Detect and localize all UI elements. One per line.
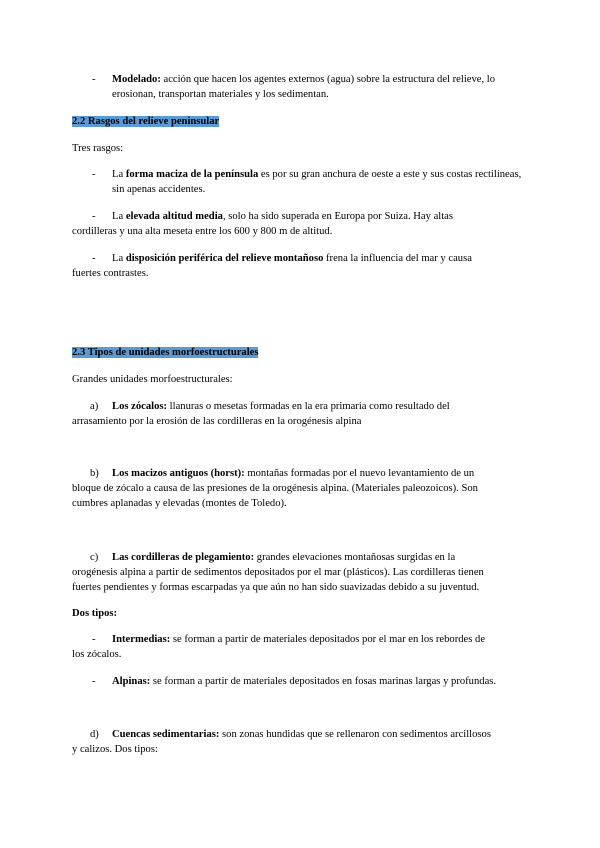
- bullet-text: Intermedias: se forman a partir de materiales depositados por el mar en los rebordes de los zócalos.: [72, 634, 486, 660]
- section-heading-2-2: 2.2 Rasgos del relieve peninsular: [72, 116, 220, 127]
- term-modelado: Modelado:: [112, 74, 161, 85]
- bullet-dash: -: [92, 253, 96, 264]
- bullet-text: Alpinas: se forman a partir de materiales depositados en fosas marinas largas y profundas.: [112, 676, 497, 687]
- list-marker: a): [90, 401, 99, 412]
- section-intro: Tres rasgos:: [72, 143, 124, 154]
- section-intro: Grandes unidades morfoestructurales:: [72, 374, 233, 385]
- list-marker: c): [90, 552, 99, 563]
- item-text: Los macizos antiguos (horst): montañas formadas por el nuevo levantamiento de un bloque de zócalo a causa de las presiones de la orogénesis alpina. (Materiales paleozoicos). Son cumbres aplanadas y elevadas (montes de Toledo).: [72, 468, 478, 509]
- list-marker: d): [90, 729, 99, 740]
- item-text: Las cordilleras de plegamiento: grandes elevaciones montañosas surgidas en la orogénesis alpina a partir de sedimentos depositados por el mar (plásticos). Las cordilleras tienen fuertes pendientes y formas escarpadas ya que aún no han sido suavizadas debido a su juventud.: [72, 552, 484, 593]
- item-text: Cuencas sedimentarias: son zonas hundidas que se rellenaron con sedimentos arcillosos y calizos. Dos tipos:: [72, 729, 491, 755]
- bullet-text: La elevada altitud media, solo ha sido superada en Europa por Suiza. Hay altas cordilleras y una alta meseta entre los 600 y 800 m de altitud.: [72, 211, 453, 237]
- bullet-dash: -: [92, 211, 96, 222]
- bullet-text: La forma maciza de la península es por su gran anchura de oeste a este y sus costas rectilíneas, sin apenas accidentes.: [112, 169, 522, 195]
- bullet-text: La disposición periférica del relieve montañoso frena la influencia del mar y causa fuertes contrastes.: [72, 253, 472, 279]
- bullet-dash: -: [92, 634, 96, 645]
- bullet-text: Modelado: acción que hacen los agentes externos (agua) sobre la estructura del relieve, lo erosionan, transportan materiales y los sedimentan.: [112, 74, 496, 100]
- item-text: Los zócalos: llanuras o mesetas formadas en la era primaria como resultado del arrasamiento por la erosión de las cordilleras en la orogénesis alpina: [72, 401, 450, 427]
- section-heading-2-3: 2.3 Tipos de unidades morfoestructurales: [72, 347, 259, 358]
- subheading-dos-tipos: Dos tipos:: [72, 608, 118, 619]
- bullet-dash: -: [92, 169, 96, 180]
- list-marker: b): [90, 468, 99, 479]
- bullet-dash: -: [92, 676, 96, 687]
- bullet-dash: -: [92, 74, 96, 85]
